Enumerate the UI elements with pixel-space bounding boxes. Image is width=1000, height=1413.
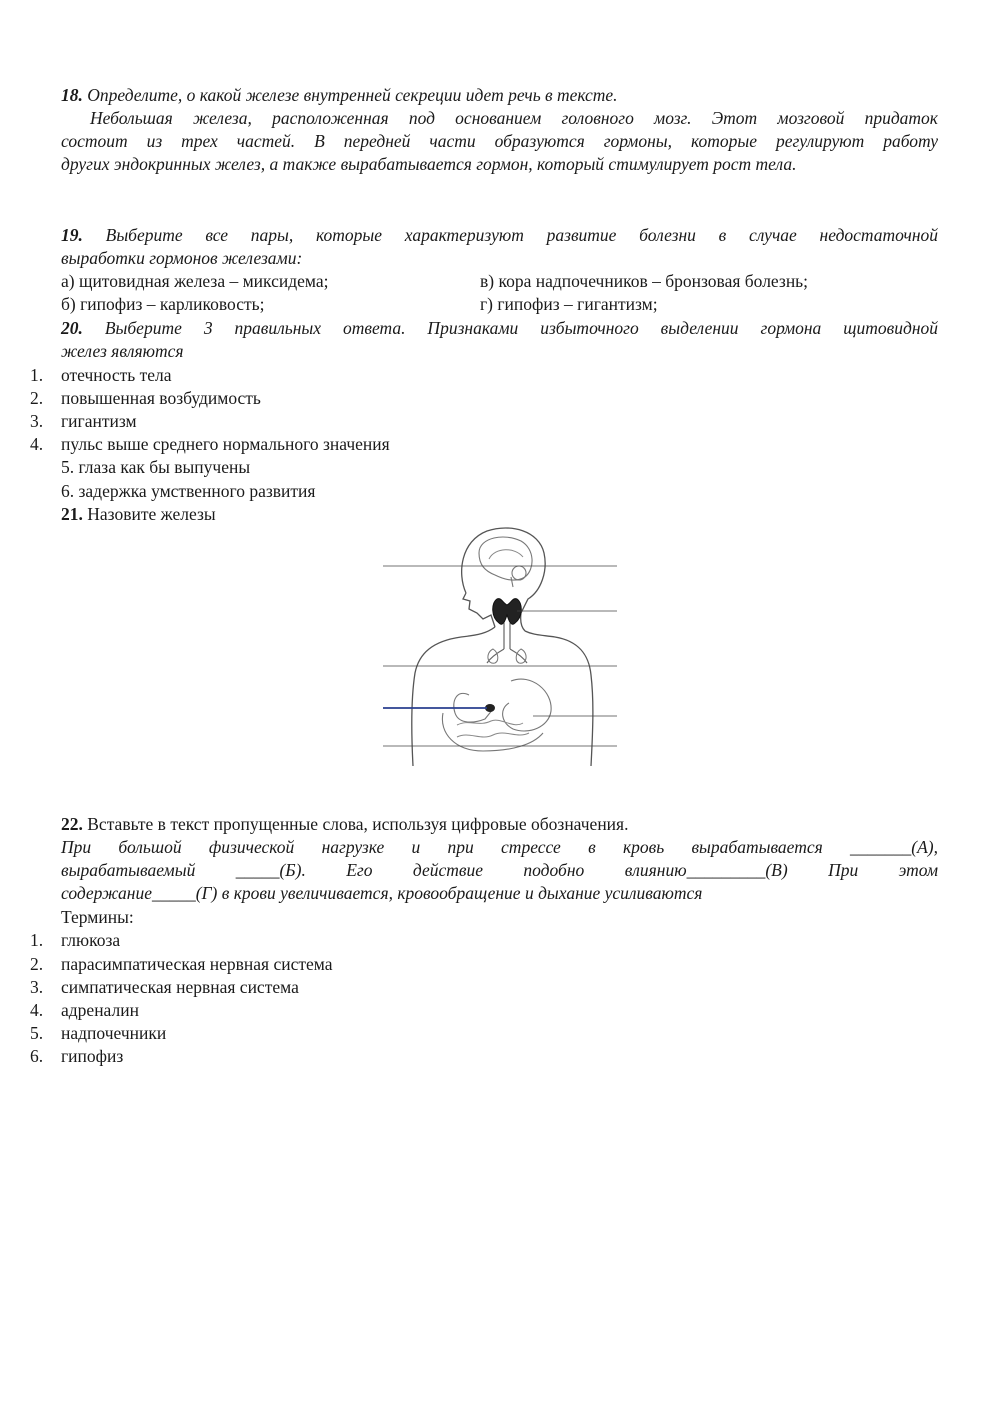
q22-prompt: 22. Вставьте в текст пропущенные слова, используя цифровые обозначения. xyxy=(61,814,629,834)
q19-option-g: г) гипофиз – гигантизм; xyxy=(480,294,658,314)
q19-number: 19. xyxy=(61,225,83,245)
q19-prompt-line-1: 19. Выберите все пары, которые характеризуют развитие болезни в случае недостаточной xyxy=(61,225,939,245)
q22-terms-label: Термины: xyxy=(61,907,134,927)
q21-prompt: 21. Назовите железы xyxy=(61,504,216,524)
q20-item-6: 6. задержка умственного развития xyxy=(61,481,316,501)
q18-text-line-1: Небольшая железа, расположенная под основанием головного мозг. Этот мозговой придаток xyxy=(90,108,938,128)
q19-option-a: а) щитовидная железа – миксидема; xyxy=(61,271,329,291)
q20-prompt-line-2: желез являются xyxy=(61,341,184,361)
q21-number: 21. xyxy=(61,504,83,524)
q19-option-v: в) кора надпочечников – бронзовая болезнь; xyxy=(480,271,809,291)
endocrine-glands-diagram xyxy=(383,523,617,766)
q18-text-line-2: состоит из трех частей. В передней части образуются гормоны, которые регулируют работу xyxy=(61,131,938,151)
q20-number: 20. xyxy=(61,318,83,338)
q22-text-line-3: содержание_____(Г) в крови увеличивается, кровообращение и дыхание усиливаются xyxy=(61,883,703,903)
q18-text-line-3: других эндокринных желез, а также вырабатывается гормон, который стимулирует рост тела. xyxy=(61,154,797,174)
q18-prompt: 18. Определите, о какой железе внутренней секреции идет речь в тексте. xyxy=(61,85,618,105)
q22-text-line-1: При большой физической нагрузке и при стрессе в кровь вырабатывается _______(А), xyxy=(61,837,938,857)
q20-item-5: 5. глаза как бы выпучены xyxy=(61,457,251,477)
q20-prompt-line-1: 20. Выберите 3 правильных ответа. Признаками избыточного выделении гормона щитовидной xyxy=(61,318,938,338)
q22-number: 22. xyxy=(61,814,83,834)
q18-number: 18. xyxy=(61,85,83,105)
q19-option-b: б) гипофиз – карликовость; xyxy=(61,294,265,314)
q22-text-line-2: вырабатываемый _____(Б). Его действие подобно влиянию_________(В) При этом xyxy=(61,860,938,880)
q19-prompt-line-2: выработки гормонов железами: xyxy=(61,248,303,268)
